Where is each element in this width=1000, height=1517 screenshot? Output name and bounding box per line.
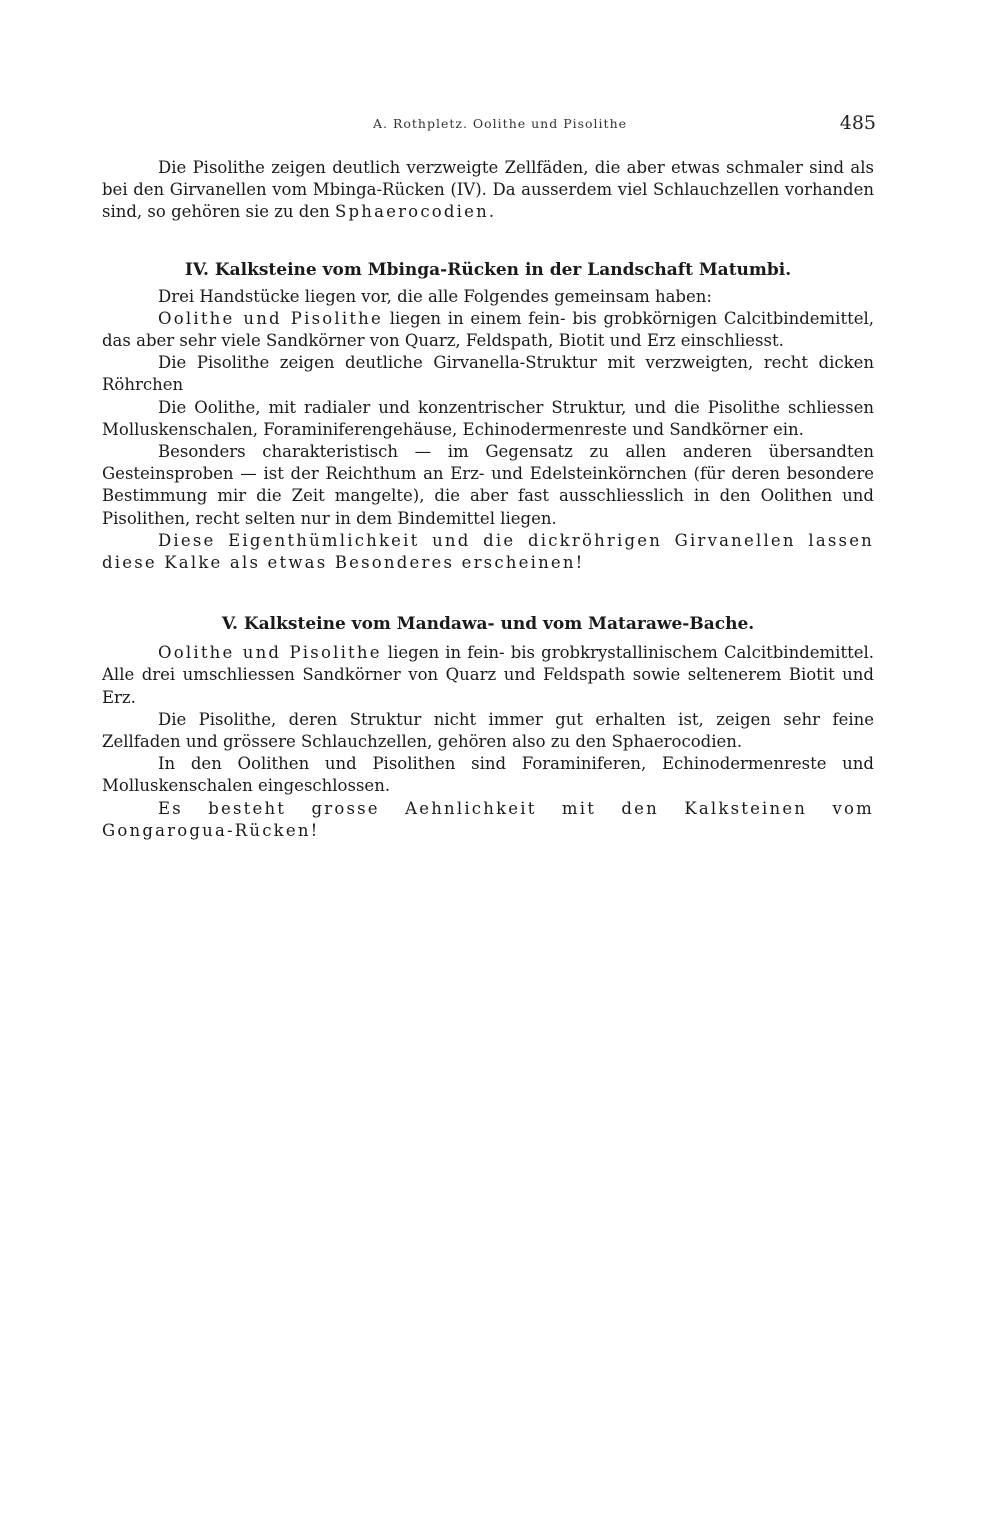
- section-v-paragraph-1-text: liegen in fein- bis grobkrystallinischem Calcitbindemittel. Alle drei umschliessen Sandkörner von Quarz und Feldspath sowie seltenerem Biotit und Erz.: [102, 643, 874, 707]
- running-head: A. Rothpletz. Oolithe und Pisolithe: [372, 116, 628, 131]
- section-iv-paragraph-2-text: liegen in einem fein- bis grobkörnigen Calcitbindemittel, das aber sehr viele Sandkörner von Quarz, Feldspath, Biotit und Erz einschliesst.: [102, 308, 875, 351]
- section-v-paragraph-1: [102, 642, 874, 709]
- body-text: [102, 157, 874, 842]
- section-v-spaced-term: Oolithe und Pisolithe: [158, 643, 382, 663]
- section-iv-spaced-term: Oolithe und Pisolithe: [158, 308, 383, 328]
- section-v-paragraph-3: In den Oolithen und Pisolithen sind Foraminiferen, Echinodermenreste und Molluskenschalen eingeschlossen.: [102, 754, 874, 796]
- intro-text: Die Pisolithe zeigen deutlich verzweigte Zellfäden, die aber etwas schmaler sind als bei den Girvanellen vom Mbinga-Rücken (IV). Da ausserdem viel Schlauchzellen vorhanden sind, so gehören sie zu den: [102, 158, 874, 222]
- intro-paragraph: [102, 157, 874, 224]
- section-iv-paragraph-5: Besonders charakteristisch — im Gegensatz zu allen anderen übersandten Gesteinsproben — ist der Reichthum an Erz- und Edelsteinkörnchen (für deren besondere Bestimmung mir die Zeit mangelte), die aber fast ausschliesslich in den Oolithen und Pisolithen, recht selten nur in dem Bindemittel liegen.: [102, 442, 874, 528]
- section-iv-paragraph-4: Die Oolithe, mit radialer und konzentrischer Struktur, und die Pisolithe schliessen Molluskenschalen, Foraminiferengehäuse, Echinodermenreste und Sandkörner ein.: [102, 397, 874, 439]
- section-iv-paragraph-3: Die Pisolithe zeigen deutliche Girvanella-Struktur mit verzweigten, recht dicken Röhrchen: [102, 353, 874, 395]
- section-v-paragraph-4: Es besteht grosse Aehnlichkeit mit den Kalksteinen vom Gongarogua-Rücken!: [102, 798, 874, 840]
- section-iv-paragraph-1: Drei Handstücke liegen vor, die alle Folgendes gemeinsam haben:: [158, 286, 712, 306]
- section-v-heading: V. Kalksteine vom Mandawa- und vom Matarawe-Bache.: [221, 614, 755, 635]
- page-number: 485: [839, 112, 876, 134]
- section-iv-heading: IV. Kalksteine vom Mbinga-Rücken in der Landschaft Matumbi.: [184, 259, 792, 280]
- intro-spaced-term: Sphaerocodien.: [335, 202, 497, 222]
- page-header: [0, 112, 1000, 142]
- section-iv-paragraph-2: [102, 308, 874, 352]
- section-v-paragraph-2: Die Pisolithe, deren Struktur nicht immer gut erhalten ist, zeigen sehr feine Zellfaden und grössere Schlauchzellen, gehören also zu den Sphaerocodien.: [102, 709, 874, 752]
- section-iv-paragraph-6: Diese Eigenthümlichkeit und die dickröhrigen Girvanellen lassen diese Kalke als etwas Besonderes erscheinen!: [102, 530, 874, 573]
